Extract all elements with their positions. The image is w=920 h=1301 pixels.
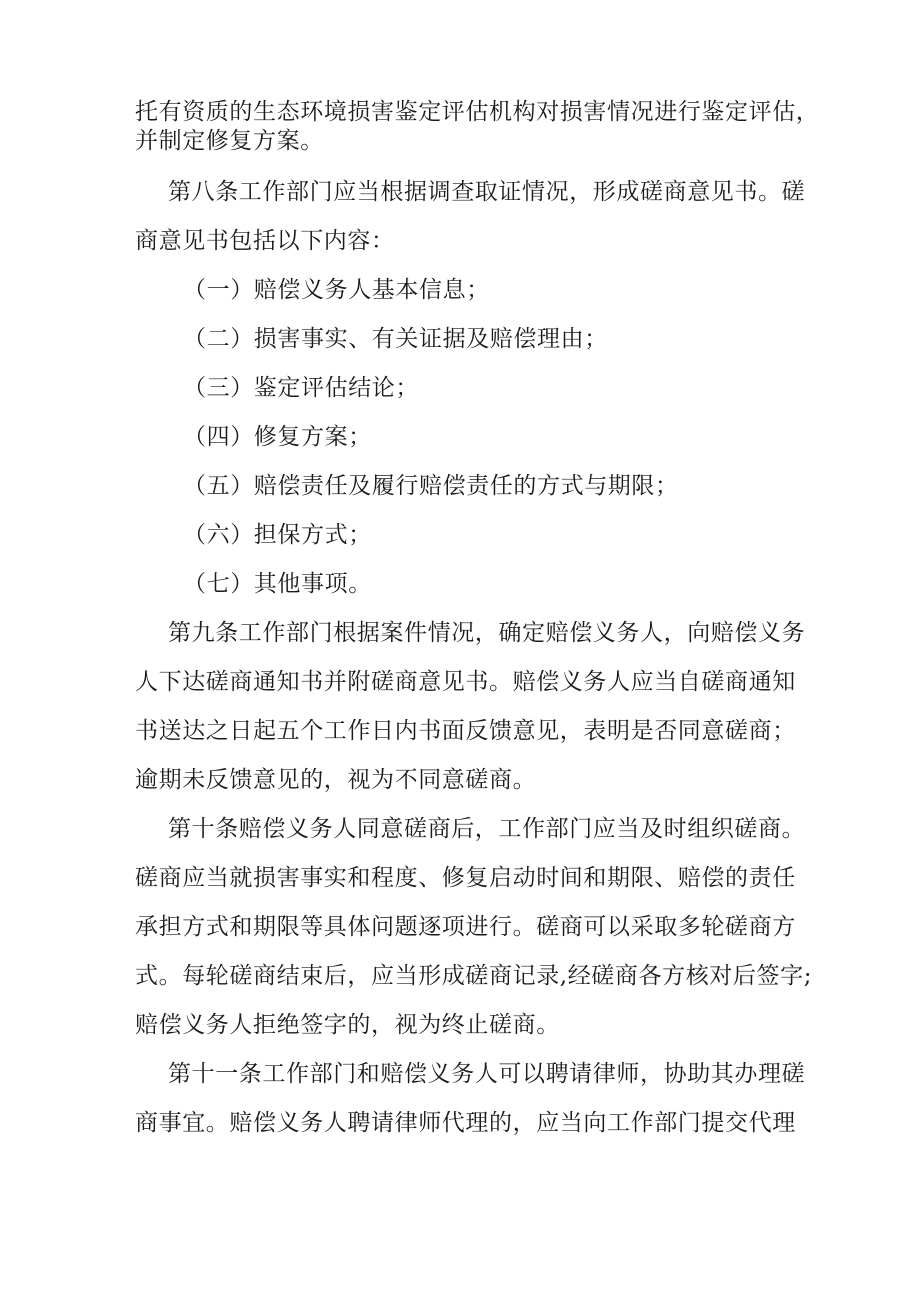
list-item: （六）担保方式； [183,522,372,548]
list-item: （二）损害事实、有关证据及赔偿理由； [183,326,608,352]
text-line: 磋商应当就损害事实和程度、修复启动时间和期限、赔偿的责任 [135,865,796,891]
list-item: （三）鉴定评估结论； [183,375,419,401]
text-line: 第十条赔偿义务人同意磋商后，工作部门应当及时组织磋商。 [168,816,806,842]
text-line: 商意见书包括以下内容： [135,228,395,254]
text-line: 商事宜。赔偿义务人聘请律师代理的，应当向工作部门提交代理 [135,1110,796,1136]
article-11 [135,1060,806,1138]
text-line: 第九条工作部门根据案件情况，确定赔偿义务人，向赔偿义务 [168,620,806,646]
article-9 [135,619,806,795]
list-item: （七）其他事项。 [183,571,372,597]
text-line: 书送达之日起五个工作日内书面反馈意见，表明是否同意磋商； [135,718,796,744]
list-item: （一）赔偿义务人基本信息； [183,277,490,303]
list-item: （五）赔偿责任及履行赔偿责任的方式与期限； [183,473,679,499]
document-body [135,98,820,1138]
text-line: 赔偿义务人拒绝签字的，视为终止磋商。 [135,1012,560,1038]
article-10 [135,815,813,1040]
text-line: 并制定修复方案。 [135,128,324,154]
text-line: 式。每轮磋商结束后，应当形成磋商记录,经磋商各方核对后签字; [135,963,813,989]
text-line: 人下达磋商通知书并附磋商意见书。赔偿义务人应当自磋商通知 [135,669,796,695]
text-line: 承担方式和期限等具体问题逐项进行。磋商可以采取多轮磋商方 [135,914,796,940]
article-8 [135,178,806,256]
article-8-list [135,276,795,599]
text-line: 第十一条工作部门和赔偿义务人可以聘请律师，协助其办理磋 [168,1061,806,1087]
text-line: 逾期未反馈意见的，视为不同意磋商。 [135,767,537,793]
text-line: 托有资质的生态环境损害鉴定评估机构对损害情况进行鉴定评估， [135,99,820,125]
list-item: （四）修复方案； [183,424,372,450]
paragraph-continuation [135,98,820,156]
text-line: 第八条工作部门应当根据调查取证情况，形成磋商意见书。磋 [168,179,806,205]
